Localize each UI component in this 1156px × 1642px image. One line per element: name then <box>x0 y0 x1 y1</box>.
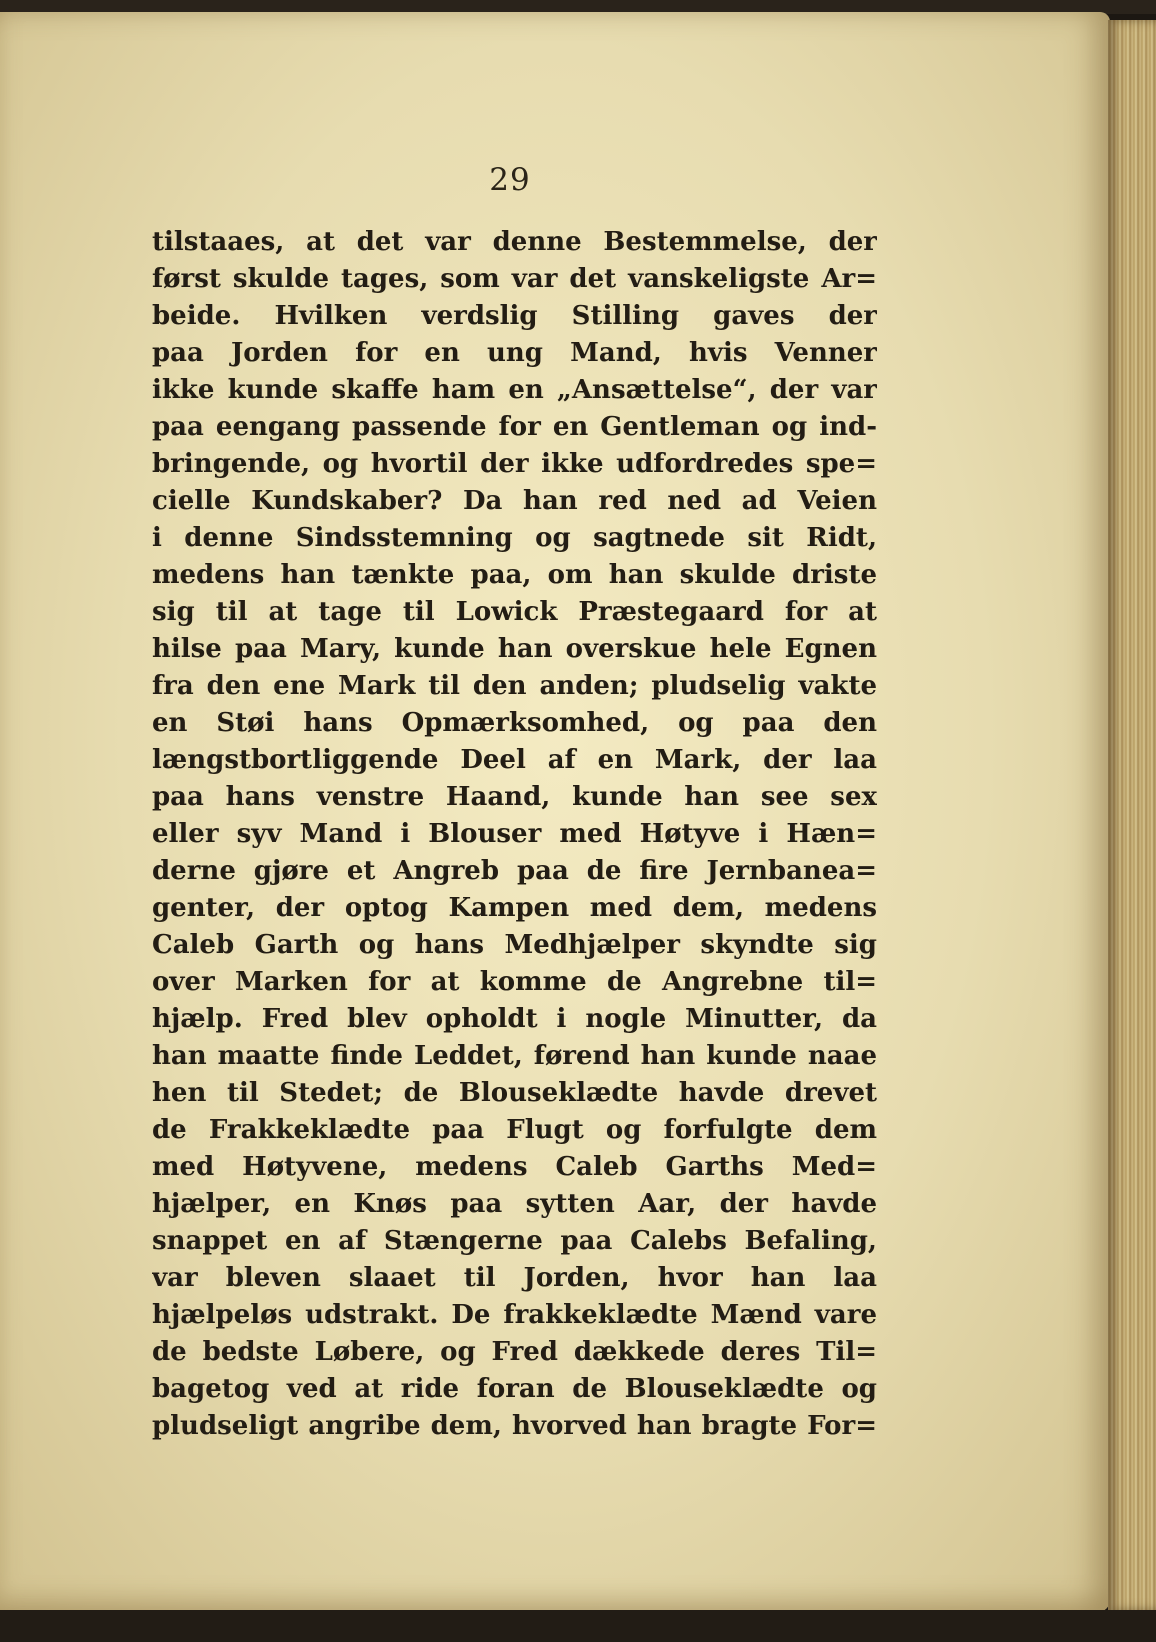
text-line: bringende, og hvortil der ikke udfordredes spe= <box>152 449 877 479</box>
body-text <box>152 224 877 1445</box>
text-line: de Frakkeklædte paa Flugt og forfulgte dem <box>152 1115 877 1145</box>
text-line: fra den ene Mark til den anden; pludselig vakte <box>152 671 877 701</box>
text-line: eller syv Mand i Blouser med Høtyve i Hæn= <box>152 819 877 849</box>
text-line: tilstaaes, at det var denne Bestemmelse, der <box>152 227 877 257</box>
text-line: de bedste Løbere, og Fred dækkede deres Til= <box>152 1337 877 1367</box>
book-fore-edge <box>1108 20 1156 1610</box>
text-line: hen til Stedet; de Blouseklædte havde drevet <box>152 1078 877 1108</box>
text-line: over Marken for at komme de Angrebne til= <box>152 967 877 997</box>
text-line: var bleven slaaet til Jorden, hvor han laa <box>152 1263 877 1293</box>
paper-page <box>0 12 1110 1612</box>
text-line: pludseligt angribe dem, hvorved han bragte For= <box>152 1411 877 1441</box>
text-line: hjælper, en Knøs paa sytten Aar, der havde <box>152 1189 877 1219</box>
text-line: genter, der optog Kampen med dem, medens <box>152 893 877 923</box>
text-line: med Høtyvene, medens Caleb Garths Med= <box>152 1152 877 1182</box>
text-line: Caleb Garth og hans Medhjælper skyndte sig <box>152 930 877 960</box>
scan-bottom-border <box>0 1610 1156 1642</box>
text-line: paa Jorden for en ung Mand, hvis Venner <box>152 338 877 368</box>
text-line: han maatte finde Leddet, førend han kunde naae <box>152 1041 877 1071</box>
text-line: beide. Hvilken verdslig Stilling gaves der <box>152 301 877 331</box>
text-line: hjælpeløs udstrakt. De frakkeklædte Mænd vare <box>152 1300 877 1330</box>
text-line: sig til at tage til Lowick Præstegaard for at <box>152 597 877 627</box>
text-line: ikke kunde skaffe ham en „Ansættelse“, der var <box>152 375 877 405</box>
text-line: medens han tænkte paa, om han skulde driste <box>152 560 877 590</box>
text-line: en Støi hans Opmærksomhed, og paa den <box>152 708 877 738</box>
text-line: først skulde tages, som var det vanskeligste Ar= <box>152 264 877 294</box>
text-line: hilse paa Mary, kunde han overskue hele Egnen <box>152 634 877 664</box>
text-line: derne gjøre et Angreb paa de fire Jernbanea= <box>152 856 877 886</box>
text-line: længstbortliggende Deel af en Mark, der laa <box>152 745 877 775</box>
text-line: paa hans venstre Haand, kunde han see sex <box>152 782 877 812</box>
text-line: paa eengang passende for en Gentleman og ind- <box>152 412 877 442</box>
text-line: i denne Sindsstemning og sagtnede sit Ridt, <box>152 523 877 553</box>
text-line: bagetog ved at ride foran de Blouseklædte og <box>152 1374 877 1404</box>
page-number: 29 <box>489 162 531 198</box>
text-line: hjælp. Fred blev opholdt i nogle Minutter, da <box>152 1004 877 1034</box>
text-line: cielle Kundskaber? Da han red ned ad Veien <box>152 486 877 516</box>
text-line: snappet en af Stængerne paa Calebs Befaling, <box>152 1226 877 1256</box>
